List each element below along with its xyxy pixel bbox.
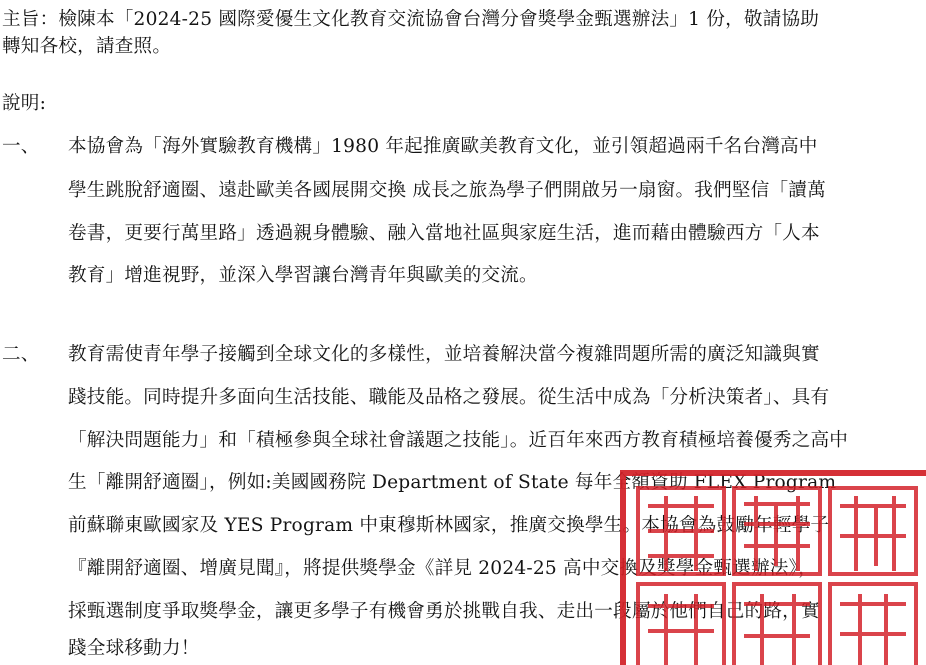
item-2-line-3: 「解決問題能力」和「積極參與全球社會議題之技能」。近百年來西方教育積極培養優秀之高中 <box>68 430 849 451</box>
item-1-line-2: 學生跳脫舒適圈、遠赴歐美各國展開交換 成長之旅為學子們開啟另一扇窗。我們堅信「讀萬 <box>68 180 826 201</box>
item-2-line-5: 前蘇聯東歐國家及 YES Program 中東穆斯林國家，推廣交換學生。本協會為鼓勵年輕學子 <box>68 515 830 536</box>
explanation-label: 說明: <box>2 93 47 114</box>
item-1-line-4: 教育」增進視野，並深入學習讓台灣青年與歐美的交流。 <box>68 265 538 286</box>
item-1-line-1: 本協會為「海外實驗教育機構」1980 年起推廣歐美教育文化，並引領超過兩千名台灣高中 <box>68 136 818 157</box>
item-2-line-1: 教育需使青年學子接觸到全球文化的多樣性，並培養解決當今複雜問題所需的廣泛知識與實 <box>68 344 820 365</box>
item-2-line-8: 踐全球移動力！ <box>68 638 200 659</box>
item-2-line-2: 踐技能。同時提升多面向生活技能、職能及品格之發展。從生活中成為「分析決策者」、具有 <box>68 387 830 408</box>
item-2-number: 二、 <box>2 344 40 365</box>
subject-line-1: 主旨：檢陳本「2024-25 國際愛優生文化教育交流協會台灣分會獎學金甄選辦法」1 份，敬請協助 <box>2 9 820 30</box>
item-1-line-3: 卷書，更要行萬里路」透過親身體驗、融入當地社區與家庭生活，進而藉由體驗西方「人本 <box>68 223 820 244</box>
item-2-line-7: 採甄選制度爭取獎學金，讓更多學子有機會勇於挑戰自我、走出一段屬於他們自己的路，實 <box>68 601 820 622</box>
item-2-line-4: 生「離開舒適圈」，例如:美國國務院 Department of State 每年全額資助 FLEX Program <box>68 472 837 493</box>
subject-line-2: 轉知各校，請查照。 <box>2 36 172 57</box>
item-2-line-6: 『離開舒適圈、增廣見聞』，將提供獎學金《詳見 2024-25 高中交換及獎學金甄選辦法》， <box>68 558 817 579</box>
item-1-number: 一、 <box>2 136 40 157</box>
